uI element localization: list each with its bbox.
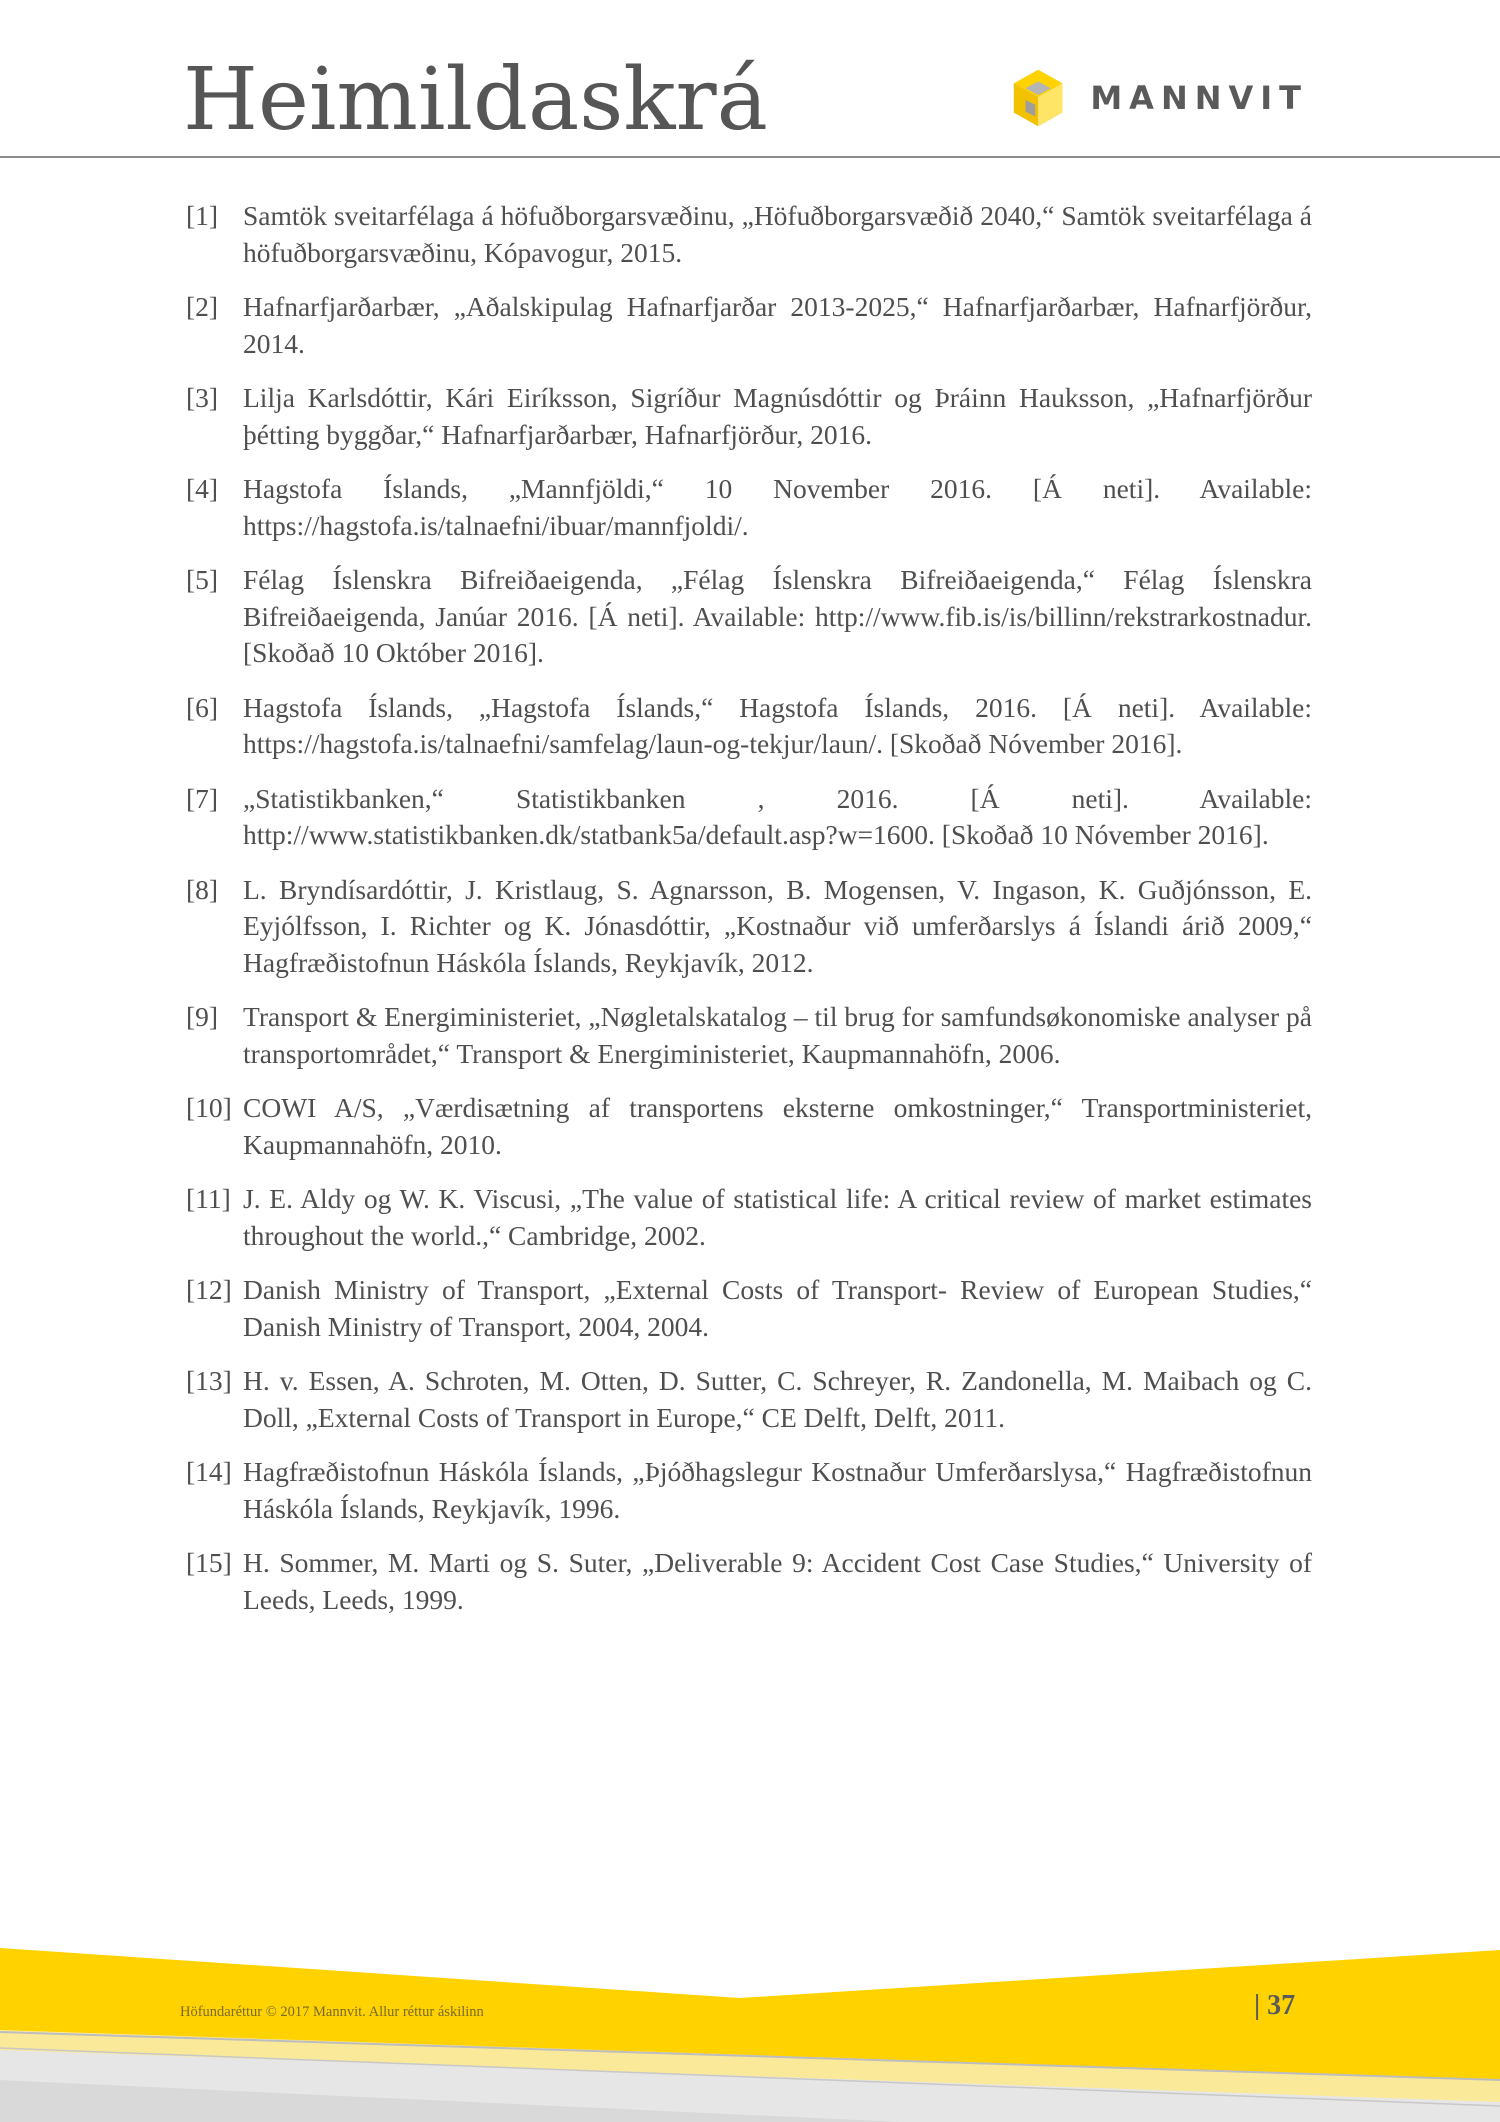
reference-number: [11] (186, 1183, 231, 1214)
reference-text: COWI A/S, „Værdisætning af transportens eksterne omkostninger,“ Transportministeriet, Kaupmannahöfn, 2010. (243, 1092, 1312, 1160)
reference-number: [14] (186, 1456, 232, 1487)
reference-item (186, 1181, 1312, 1254)
reference-item (186, 1272, 1312, 1345)
reference-number: [5] (186, 564, 219, 595)
reference-number: [7] (186, 782, 219, 814)
reference-list (186, 198, 1312, 1636)
reference-item (186, 781, 1312, 854)
reference-text: Samtök sveitarfélaga á höfuðborgarsvæðinu, „Höfuðborgarsvæðið 2040,“ Samtök sveitarfélaga á höfuðborgarsvæðinu, Kópavogur, 2015. (243, 200, 1312, 268)
mannvit-hexagon-logo-icon (1008, 67, 1068, 129)
reference-number: [3] (186, 382, 219, 413)
header-divider (0, 156, 1500, 158)
reference-number: [9] (186, 1001, 219, 1032)
page-number: | 37 (1254, 1990, 1296, 2021)
reference-item (186, 562, 1312, 672)
reference-item (186, 872, 1312, 982)
reference-text: Hagstofa Íslands, „Hagstofa Íslands,“ Hagstofa Íslands, 2016. [Á neti]. Available: https://hagstofa.is/talnaefni/samfelag/laun-og-tekjur/laun/. [Skoðað Nóvember 2016]. (243, 691, 1312, 759)
reference-number: [8] (186, 873, 219, 905)
reference-text: H. Sommer, M. Marti og S. Suter, „Deliverable 9: Accident Cost Case Studies,“ University of Leeds, Leeds, 1999. (243, 1547, 1312, 1615)
reference-text: Hafnarfjarðarbær, „Aðalskipulag Hafnarfjarðar 2013-2025,“ Hafnarfjarðarbær, Hafnarfjörður, 2014. (243, 291, 1312, 359)
reference-item (186, 289, 1312, 362)
reference-text: Transport & Energiministeriet, „Nøgletalskatalog – til brug for samfundsøkonomiske analyser på transportområdet,“ Transport & Energiministeriet, Kaupmannahöfn, 2006. (243, 1001, 1312, 1069)
reference-number: [6] (186, 691, 219, 723)
reference-item (186, 380, 1312, 453)
reference-number: [12] (186, 1274, 232, 1305)
reference-number: [4] (186, 473, 219, 504)
footer-decoration (0, 1930, 1500, 2122)
reference-text: Félag Íslenskra Bifreiðaeigenda, „Félag Íslenskra Bifreiðaeigenda,“ Félag Íslenskra Bifreiðaeigenda, Janúar 2016. [Á neti]. Available: http://www.fib.is/is/billinn/rekstrarkostnadur. [Skoðað 10 Október 2016]. (243, 564, 1312, 668)
reference-number: [2] (186, 291, 219, 322)
page-title: Heimildaskrá (183, 50, 768, 150)
copyright-notice: Höfundaréttur © 2017 Mannvit. Allur réttur áskilinn (180, 2004, 484, 2020)
reference-number: [10] (186, 1092, 232, 1123)
reference-text: Hagstofa Íslands, „Mannfjöldi,“ 10 November 2016. [Á neti]. Available: https://hagstofa.is/talnaefni/ibuar/mannfjoldi/. (243, 473, 1312, 541)
reference-number: [13] (186, 1365, 232, 1396)
reference-item (186, 198, 1312, 271)
reference-item (186, 1545, 1312, 1618)
reference-item (186, 690, 1312, 763)
reference-text: „Statistikbanken,“ Statistikbanken , 2016. [Á neti]. Available: http://www.statistikbanken.dk/statbank5a/default.asp?w=1600. [Skoðað 10 Nóvember 2016]. (243, 782, 1312, 850)
reference-item (186, 1454, 1312, 1527)
reference-number: [1] (186, 200, 219, 231)
reference-text: Hagfræðistofnun Háskóla Íslands, „Þjóðhagslegur Kostnaður Umferðarslysa,“ Hagfræðistofnun Háskóla Íslands, Reykjavík, 1996. (243, 1456, 1312, 1524)
logo-text: MANNVIT (1090, 79, 1308, 117)
reference-text: L. Bryndísardóttir, J. Kristlaug, S. Agnarsson, B. Mogensen, V. Ingason, K. Guðjónsson, E. Eyjólfsson, I. Richter og K. Jónasdóttir, „Kostnaður við umferðarslys á Íslandi árið 2009,“ Hagfræðistofnun Háskóla Íslands, Reykjavík, 2012. (243, 873, 1312, 978)
reference-text: Lilja Karlsdóttir, Kári Eiríksson, Sigríður Magnúsdóttir og Þráinn Hauksson, „Hafnarfjörður þétting byggðar,“ Hafnarfjarðarbær, Hafnarfjörður, 2016. (243, 382, 1312, 450)
reference-text: Danish Ministry of Transport, „External Costs of Transport- Review of European Studies,“ Danish Ministry of Transport, 2004, 2004. (243, 1274, 1312, 1342)
reference-item (186, 471, 1312, 544)
reference-text: H. v. Essen, A. Schroten, M. Otten, D. Sutter, C. Schreyer, R. Zandonella, M. Maibach og C. Doll, „External Costs of Transport in Europe,“ CE Delft, Delft, 2011. (243, 1365, 1312, 1433)
reference-text: J. E. Aldy og W. K. Viscusi, „The value of statistical life: A critical review of market estimates throughout the world.,“ Cambridge, 2002. (243, 1183, 1312, 1251)
reference-item (186, 999, 1312, 1072)
reference-number: [15] (186, 1547, 232, 1578)
reference-item (186, 1090, 1312, 1163)
mannvit-logo (1008, 62, 1308, 134)
reference-item (186, 1363, 1312, 1436)
